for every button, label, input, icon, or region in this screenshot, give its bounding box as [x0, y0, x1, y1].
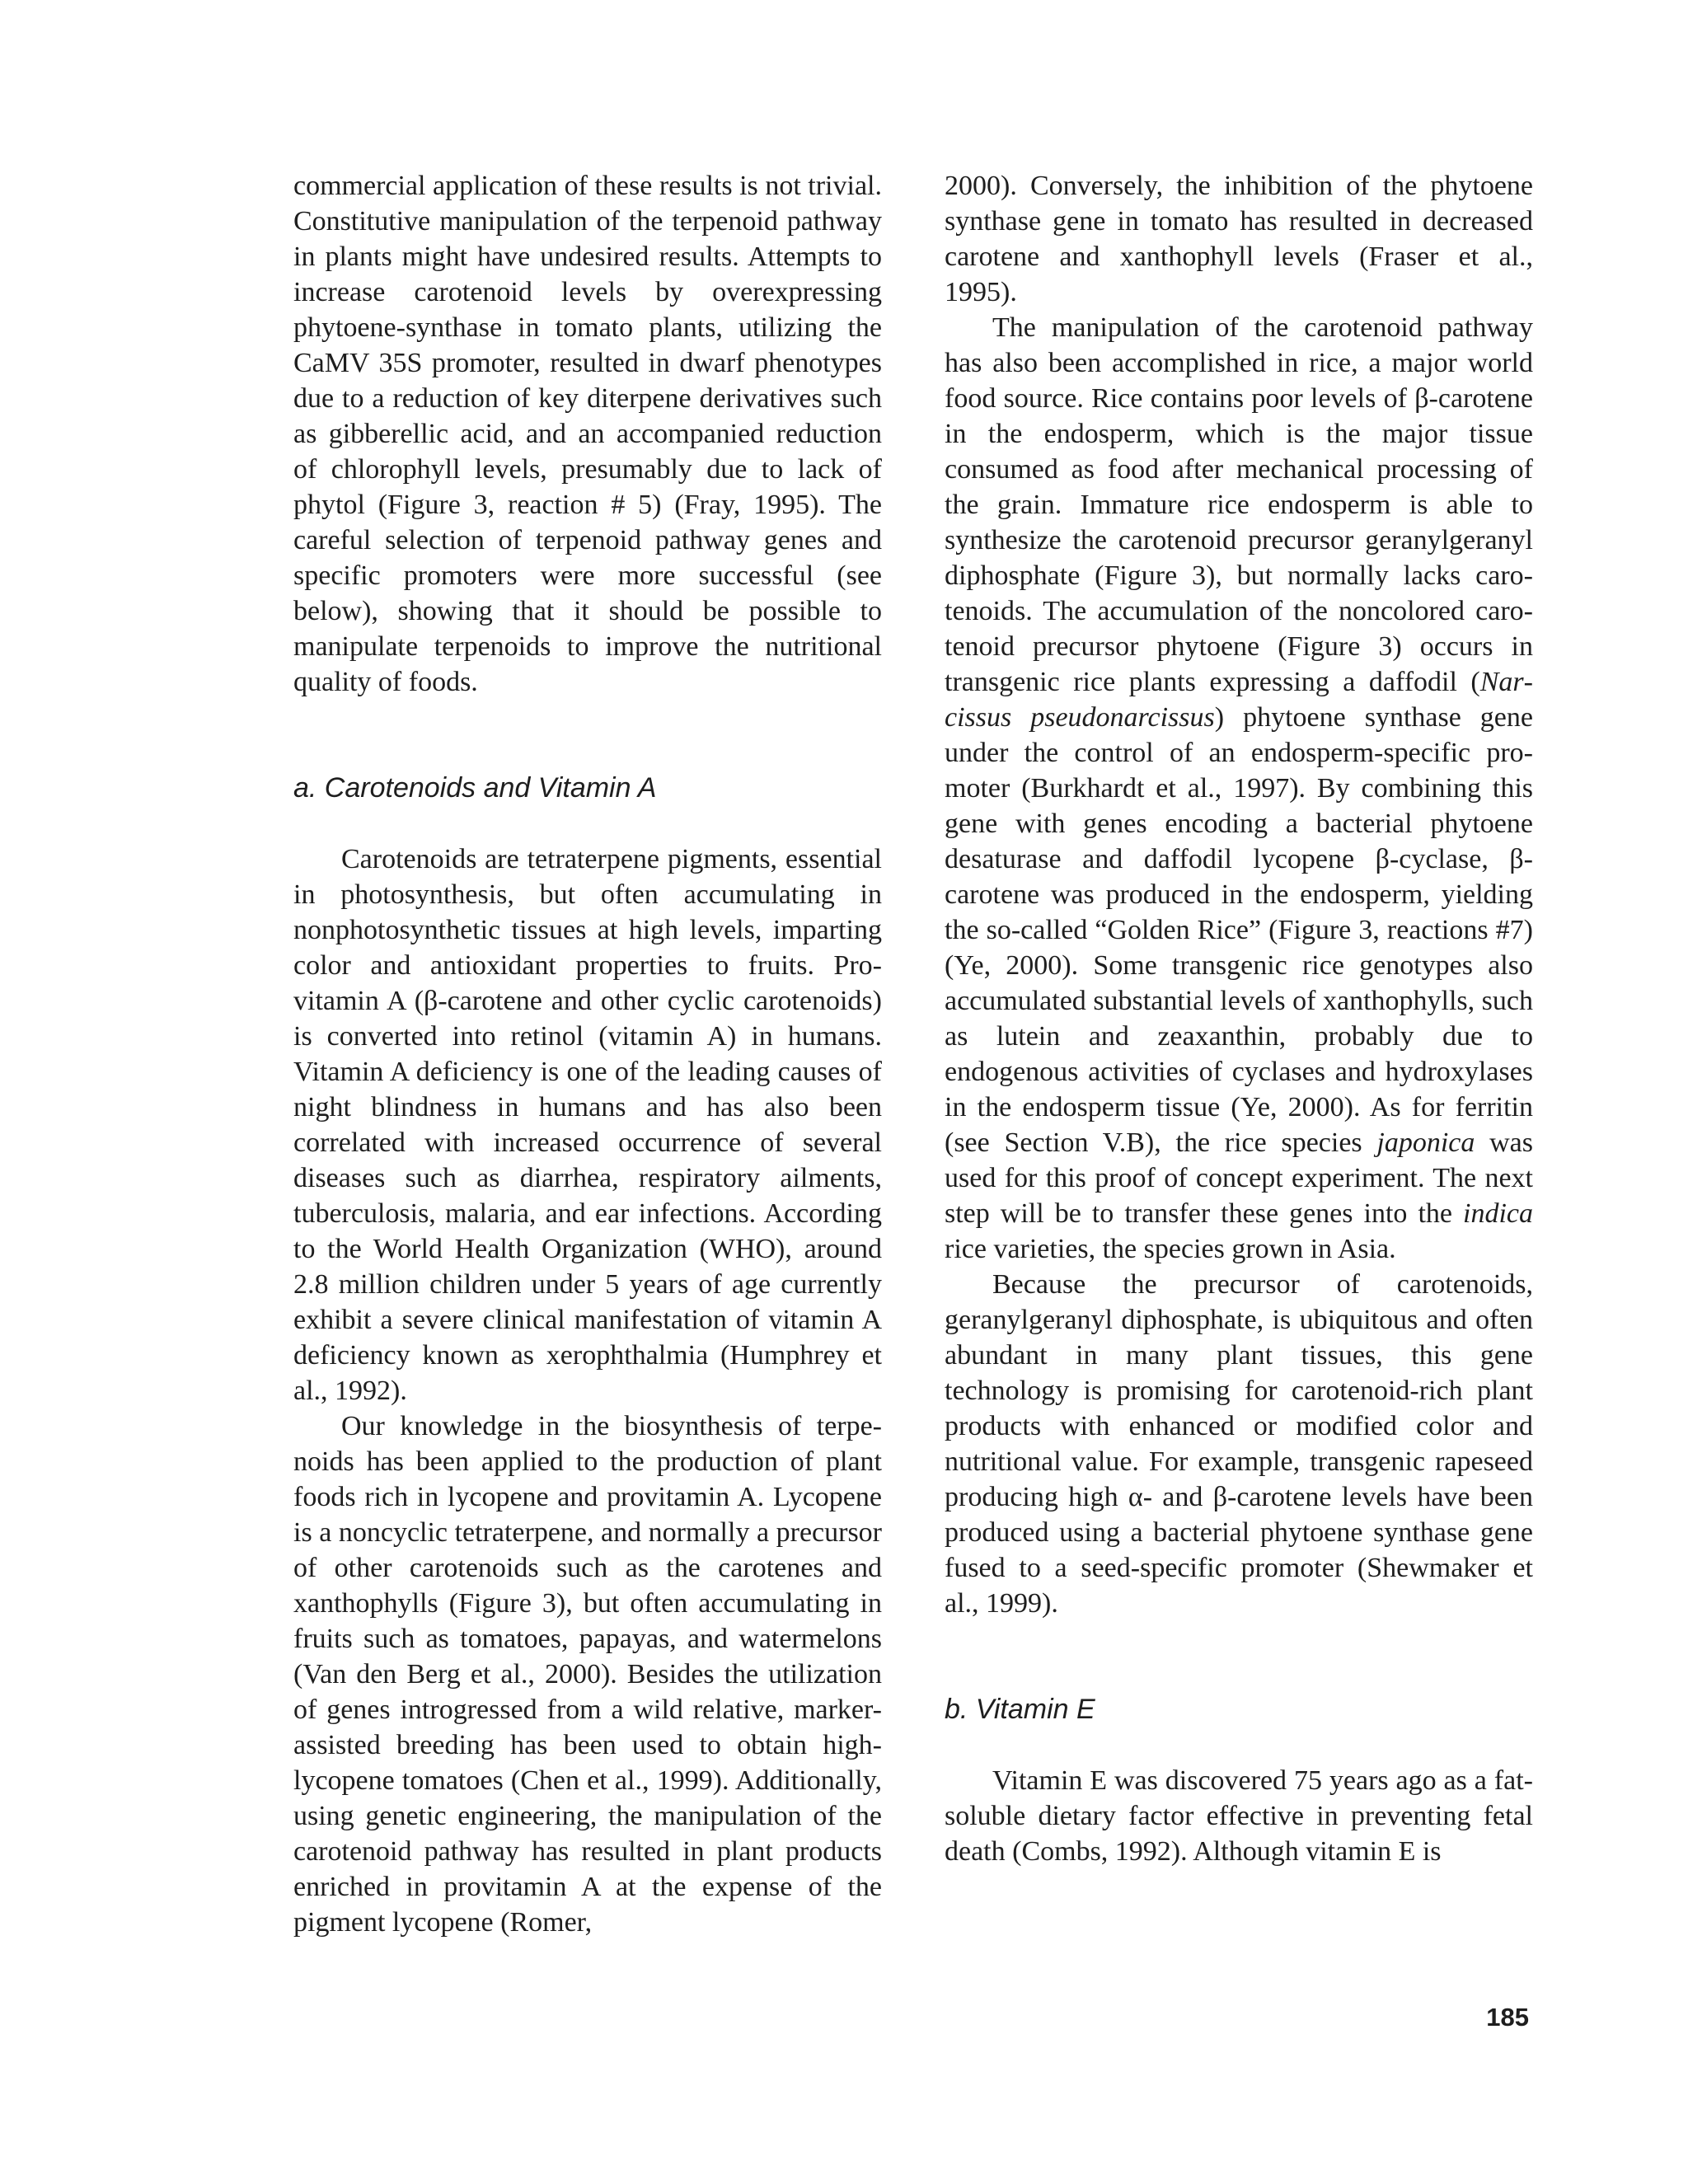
- body-paragraph: Vitamin E was discovered 75 years ago as a fat-soluble dietary factor effective in preventing fetal death (Combs, 1992). Although vitamin E is: [945, 1765, 1533, 1867]
- section-spacer: [945, 1621, 1533, 1692]
- left-column: [293, 168, 882, 1940]
- body-paragraph: Carotenoids are tetraterpene pigments, essential in photosynthesis, but often accumulating in nonphotosynthetic tissues at high levels, imparting color and antioxidant properties to fruits. Provitamin A (β-carotene and other cyclic carotenoids) is converted into retinol (vitamin A) in humans. Vitamin A deficiency is one of the leading causes of night blindness in humans and has also been correlated with increased occurrence of several diseases such as diarrhea, respiratory ailments, tuberculosis, malaria, and ear infections. According to the World Health Organization (WHO), around 2.8 million children under 5 years of age currently exhibit a severe clinical manifestation of vitamin A deficiency known as xerophthalmia (Humphrey et al., 1992).: [293, 844, 882, 1406]
- paragraph-text: The manipulation of the carotenoid pathway has also been accomplished in rice, a major world food source. Rice contains poor levels of β-carotene in the endosperm, which is the major tissue consumed as food after mechanical processing of the grain. Immature rice endosperm is able to synthesize the carotenoid precursor geranylgeranyl diphosphate (Figure 3), but normally lacks carotenoids. The accumulation of the noncolored carotenoid precursor phytoene (Figure 3) occurs in transgenic rice plants expressing a daffodil (: [945, 312, 1533, 697]
- page-number: 185: [1486, 2003, 1529, 2032]
- right-column: [945, 168, 1533, 1869]
- section-spacer: [293, 700, 882, 771]
- body-paragraph: Because the precursor of carotenoids, geranylgeranyl diphosphate, is ubiquitous and often abundant in many plant tissues, this gene technology is promising for carotenoid-rich plant products with enhanced or modified color and nutritional value. For example, transgenic rapeseed producing high α- and β-carotene levels have been produced using a bacterial phytoene synthase gene fused to a seed-specific promoter (Shewmaker et al., 1999).: [945, 1269, 1533, 1619]
- paragraph-text: ) phytoene synthase gene under the control of an endosperm-specific promoter (Burkhardt et al., 1997). By combining this gene with genes encoding a bacterial phytoene desaturase and daffodil lycopene β-cyclase, β-carotene was produced in the endosperm, yielding the so-called “Golden Rice” (Figure 3, reactions #7) (Ye, 2000). Some transgenic rice genotypes also accumulated substantial levels of xanthophylls, such as lutein and zeaxanthin, probably due to endogenous activities of cyclases and hydroxylases in the endosperm tissue (Ye, 2000). As for ferritin (see Section V.B), the rice species: [945, 702, 1533, 1158]
- body-paragraph: 2000). Conversely, the inhibition of the phytoene synthase gene in tomato has resulted in decreased carotene and xanthophyll levels (Fraser et al., 1995).: [945, 171, 1533, 307]
- section-heading-carotenoids: a. Carotenoids and Vitamin A: [293, 772, 657, 804]
- section-spacer: [293, 806, 882, 841]
- section-spacer: [945, 1727, 1533, 1763]
- body-paragraph: commercial application of these results is not trivial. Constitutive manipulation of the terpenoid pathway in plants might have undesired results. Attempts to increase carotenoid levels by overexpressing phytoene-synthase in tomato plants, utilizing the CaMV 35S promoter, resulted in dwarf phenotypes due to a reduction of key diterpene derivatives such as gibberellic acid, and an accompanied reduction of chlorophyll levels, presumably due to lack of phytol (Figure 3, reaction # 5) (Fray, 1995). The careful selection of terpenoid pathway genes and specific promoters were more successful (see below), showing that it should be possible to manipulate terpenoids to improve the nutritional quality of foods.: [293, 171, 882, 697]
- species-name: indica: [1463, 1198, 1533, 1229]
- paragraph-text: rice varieties, the species grown in Asia.: [945, 1234, 1396, 1264]
- species-name: japonica: [1376, 1127, 1475, 1158]
- section-heading-vitamin-e: b. Vitamin E: [945, 1694, 1095, 1725]
- body-paragraph: [945, 310, 1533, 1267]
- body-paragraph: Our knowledge in the biosynthesis of terpenoids has been applied to the production of plant foods rich in lycopene and provitamin A. Lycopene is a noncyclic tetraterpene, and normally a precursor of other carotenoids such as the carotenes and xanthophylls (Figure 3), but often accumulating in fruits such as tomatoes, papayas, and watermelons (Van den Berg et al., 2000). Besides the utilization of genes introgressed from a wild relative, marker-assisted breeding has been used to obtain high-lycopene tomatoes (Chen et al., 1999). Additionally, using genetic engineering, the manipulation of the carotenoid pathway has resulted in plant products enriched in provitamin A at the expense of the pigment lycopene (Romer,: [293, 1411, 882, 1938]
- paragraph-text: was used for this proof of concept experiment. The next step will be to transfer these genes into the: [945, 1127, 1533, 1229]
- species-name: Narcissus pseudonarcissus: [945, 667, 1533, 733]
